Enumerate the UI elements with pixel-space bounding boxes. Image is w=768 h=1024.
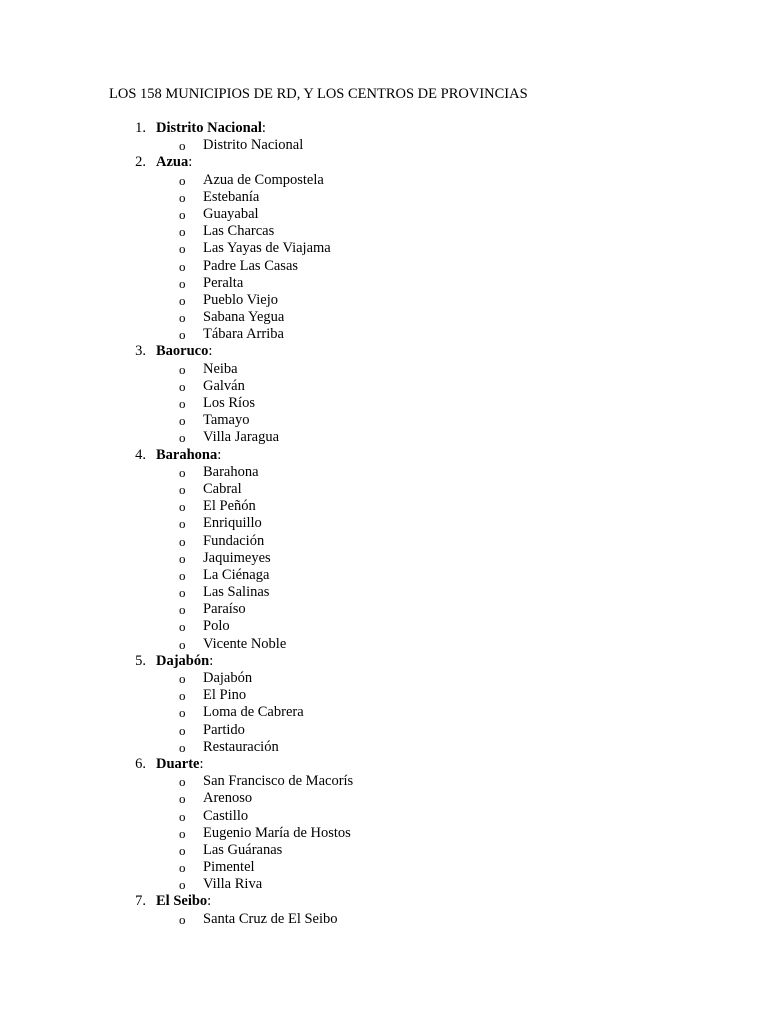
municipality-list <box>0 670 768 756</box>
municipality-item <box>0 842 768 859</box>
province-colon: : <box>209 652 214 669</box>
municipality-name: Tamayo <box>203 412 250 429</box>
province-number: 5. <box>135 652 146 669</box>
circle-bullet-icon: o <box>179 206 186 222</box>
circle-bullet-icon: o <box>179 189 186 205</box>
municipality-item <box>0 636 768 653</box>
province-heading <box>0 120 768 137</box>
municipality-item <box>0 429 768 446</box>
municipality-item <box>0 739 768 756</box>
province-item <box>0 154 768 343</box>
municipality-item <box>0 137 768 154</box>
province-colon: : <box>208 343 213 360</box>
circle-bullet-icon: o <box>179 860 186 876</box>
municipality-name: Castillo <box>203 807 249 824</box>
circle-bullet-icon: o <box>179 224 186 240</box>
province-name: Barahona <box>156 446 218 463</box>
province-heading <box>0 893 768 910</box>
circle-bullet-icon: o <box>179 361 186 377</box>
province-item <box>0 756 768 894</box>
municipality-name: Barahona <box>203 463 259 480</box>
province-number: 6. <box>135 755 146 772</box>
municipality-item <box>0 481 768 498</box>
circle-bullet-icon: o <box>179 275 186 291</box>
municipality-list <box>0 361 768 447</box>
municipality-name: Dajabón <box>203 670 253 686</box>
circle-bullet-icon: o <box>179 327 186 343</box>
circle-bullet-icon: o <box>179 138 186 154</box>
municipality-name: Padre Las Casas <box>203 257 299 274</box>
municipality-name: Villa Riva <box>203 876 263 893</box>
circle-bullet-icon: o <box>179 842 186 858</box>
municipality-name: Vicente Noble <box>203 635 287 652</box>
municipality-name: San Francisco de Macorís <box>203 773 354 790</box>
province-number: 1. <box>135 120 146 136</box>
municipality-item <box>0 189 768 206</box>
municipality-item <box>0 618 768 635</box>
province-number: 3. <box>135 343 146 360</box>
circle-bullet-icon: o <box>179 636 186 652</box>
province-number: 7. <box>135 893 146 910</box>
municipality-name: Pimentel <box>203 859 255 876</box>
municipality-item <box>0 223 768 240</box>
municipality-name: Partido <box>203 721 245 738</box>
municipality-item <box>0 395 768 412</box>
province-name: Dajabón <box>156 652 210 669</box>
province-name: Duarte <box>156 755 200 772</box>
municipality-name: Polo <box>203 618 230 635</box>
municipality-item <box>0 825 768 842</box>
municipality-name: Villa Jaragua <box>203 429 280 446</box>
circle-bullet-icon: o <box>179 791 186 807</box>
municipality-item <box>0 859 768 876</box>
circle-bullet-icon: o <box>179 567 186 583</box>
circle-bullet-icon: o <box>179 396 186 411</box>
province-number: 2. <box>135 154 146 171</box>
municipality-name: Santa Cruz de El Seibo <box>203 910 338 927</box>
province-label <box>156 343 212 360</box>
circle-bullet-icon: o <box>179 292 186 308</box>
province-heading <box>0 756 768 773</box>
municipality-item <box>0 911 768 928</box>
municipality-name: Restauración <box>203 738 279 755</box>
municipality-name: Galván <box>203 377 245 394</box>
province-label <box>156 447 221 464</box>
municipality-list <box>0 911 768 928</box>
circle-bullet-icon: o <box>179 619 186 635</box>
circle-bullet-icon: o <box>179 688 186 704</box>
municipality-name: Distrito Nacional <box>203 137 304 154</box>
municipality-item <box>0 876 768 893</box>
circle-bullet-icon: o <box>179 825 186 841</box>
province-heading <box>0 154 768 171</box>
province-heading <box>0 447 768 464</box>
municipality-item <box>0 550 768 567</box>
municipality-name: Guayabal <box>203 205 259 222</box>
municipality-item <box>0 584 768 601</box>
municipality-name: Peralta <box>203 274 244 291</box>
circle-bullet-icon: o <box>179 705 186 721</box>
municipality-name: La Ciénaga <box>203 566 270 583</box>
circle-bullet-icon: o <box>179 378 186 394</box>
municipality-item <box>0 275 768 292</box>
document-title: LOS 158 MUNICIPIOS DE RD, Y LOS CENTROS DE PROVINCIAS <box>109 86 528 102</box>
circle-bullet-icon: o <box>179 258 186 274</box>
municipality-item <box>0 206 768 223</box>
circle-bullet-icon: o <box>179 481 186 497</box>
municipality-item <box>0 326 768 343</box>
province-heading <box>0 653 768 670</box>
province-list <box>0 120 768 928</box>
province-number: 4. <box>135 446 146 463</box>
municipality-name: Cabral <box>203 480 242 497</box>
circle-bullet-icon: o <box>179 464 186 480</box>
province-label <box>156 154 192 171</box>
province-heading <box>0 343 768 360</box>
province-colon: : <box>261 120 266 136</box>
province-name: Baoruco <box>156 343 209 360</box>
municipality-name: Neiba <box>203 360 238 377</box>
municipality-item <box>0 722 768 739</box>
circle-bullet-icon: o <box>179 911 186 927</box>
province-label <box>156 120 266 137</box>
province-name: Distrito Nacional <box>156 120 262 136</box>
municipality-name: Estebanía <box>203 188 260 205</box>
municipality-name: El Peñón <box>203 498 256 515</box>
province-item <box>0 447 768 653</box>
province-item <box>0 120 768 154</box>
province-colon: : <box>217 446 222 463</box>
municipality-name: Arenoso <box>203 790 253 807</box>
province-colon: : <box>199 755 204 772</box>
province-item <box>0 893 768 927</box>
municipality-item <box>0 687 768 704</box>
municipality-name: Las Charcas <box>203 223 275 240</box>
municipality-item <box>0 670 768 687</box>
municipality-item <box>0 601 768 618</box>
circle-bullet-icon: o <box>179 808 186 824</box>
municipality-name: Azua de Compostela <box>203 171 324 188</box>
municipality-name: Los Ríos <box>203 395 255 411</box>
municipality-item <box>0 533 768 550</box>
municipality-list <box>0 137 768 154</box>
municipality-item <box>0 292 768 309</box>
municipality-item <box>0 412 768 429</box>
circle-bullet-icon: o <box>179 550 186 566</box>
municipality-list <box>0 464 768 653</box>
municipality-name: Las Yayas de Viajama <box>203 240 331 257</box>
municipality-item <box>0 378 768 395</box>
municipality-name: Paraíso <box>203 601 246 618</box>
municipality-name: Tábara Arriba <box>203 326 284 343</box>
municipality-item <box>0 258 768 275</box>
circle-bullet-icon: o <box>179 877 186 893</box>
municipality-name: Jaquimeyes <box>203 549 271 566</box>
municipality-name: Las Guáranas <box>203 841 283 858</box>
municipality-item <box>0 309 768 326</box>
municipality-name: El Pino <box>203 687 247 704</box>
municipality-item <box>0 567 768 584</box>
circle-bullet-icon: o <box>179 241 186 257</box>
municipality-name: Pueblo Viejo <box>203 291 278 308</box>
circle-bullet-icon: o <box>179 585 186 601</box>
circle-bullet-icon: o <box>179 739 186 755</box>
circle-bullet-icon: o <box>179 722 186 738</box>
circle-bullet-icon: o <box>179 671 186 686</box>
municipality-item <box>0 240 768 257</box>
municipality-item <box>0 464 768 481</box>
circle-bullet-icon: o <box>179 430 186 446</box>
circle-bullet-icon: o <box>179 602 186 618</box>
municipality-list <box>0 773 768 893</box>
province-name: El Seibo <box>156 893 208 910</box>
circle-bullet-icon: o <box>179 172 186 188</box>
municipality-item <box>0 808 768 825</box>
province-colon: : <box>188 154 193 171</box>
circle-bullet-icon: o <box>179 516 186 532</box>
municipality-name: Las Salinas <box>203 584 270 601</box>
municipality-name: Eugenio María de Hostos <box>203 824 351 841</box>
municipality-name: Loma de Cabrera <box>203 704 304 721</box>
municipality-item <box>0 515 768 532</box>
municipality-item <box>0 790 768 807</box>
province-label <box>156 756 204 773</box>
municipality-item <box>0 172 768 189</box>
province-label <box>156 893 211 910</box>
municipality-name: Sabana Yegua <box>203 309 285 326</box>
circle-bullet-icon: o <box>179 533 186 549</box>
province-item <box>0 653 768 756</box>
municipality-item <box>0 704 768 721</box>
province-colon: : <box>207 893 212 910</box>
province-name: Azua <box>156 154 189 171</box>
municipality-item <box>0 361 768 378</box>
circle-bullet-icon: o <box>179 413 186 429</box>
province-item <box>0 343 768 446</box>
municipality-item <box>0 773 768 790</box>
municipality-list <box>0 172 768 344</box>
municipality-item <box>0 498 768 515</box>
circle-bullet-icon: o <box>179 499 186 515</box>
circle-bullet-icon: o <box>179 310 186 326</box>
municipality-name: Enriquillo <box>203 515 262 532</box>
circle-bullet-icon: o <box>179 774 186 790</box>
municipality-name: Fundación <box>203 532 265 549</box>
province-label <box>156 653 213 670</box>
